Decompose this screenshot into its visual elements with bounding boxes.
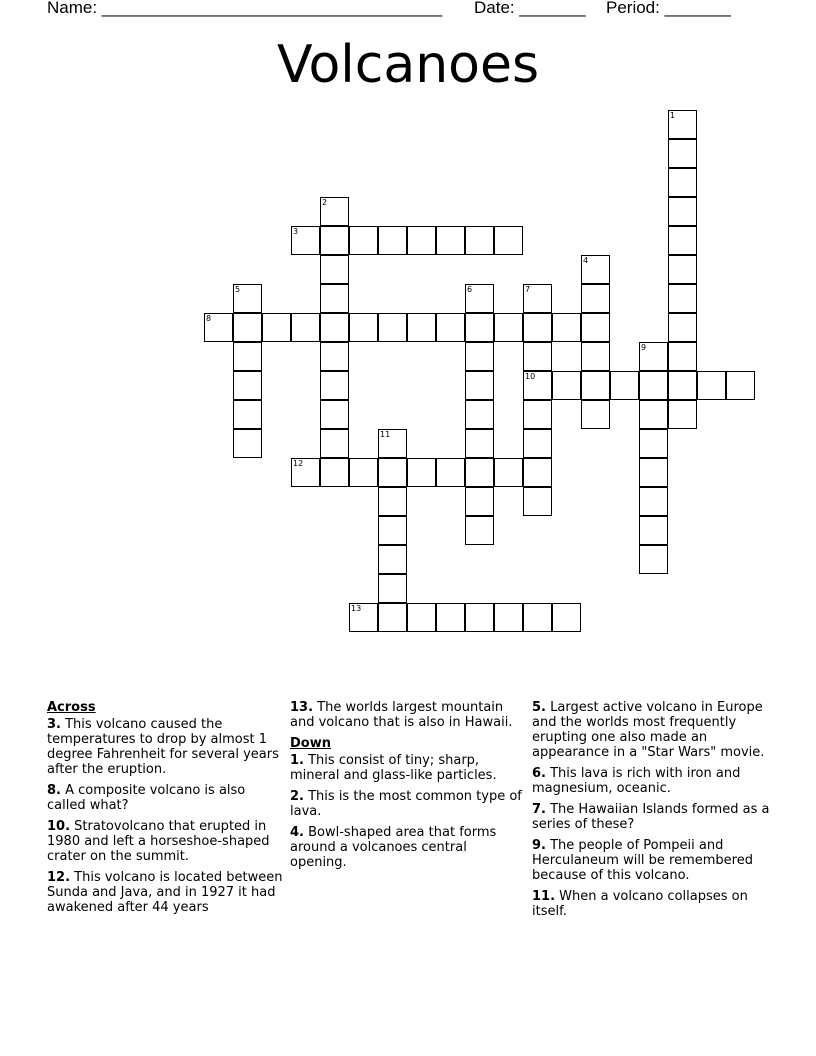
clues-column-3 <box>532 700 777 925</box>
clue-down-2: 2. This is the most common type of lava. <box>290 789 522 819</box>
grid-cell[interactable] <box>581 284 610 313</box>
grid-cell[interactable] <box>320 197 349 226</box>
grid-cell[interactable] <box>639 342 668 371</box>
grid-cell[interactable] <box>320 226 349 255</box>
grid-cell[interactable] <box>436 458 465 487</box>
grid-cell[interactable] <box>668 371 697 400</box>
grid-cell[interactable] <box>407 226 436 255</box>
grid-cell[interactable] <box>378 487 407 516</box>
name-field[interactable]: Name: ____________________________________ <box>47 0 443 17</box>
grid-cell[interactable] <box>320 429 349 458</box>
grid-cell[interactable] <box>523 603 552 632</box>
clue-down-4: 4. Bowl-shaped area that forms around a volcanoes central opening. <box>290 825 497 870</box>
grid-cell[interactable] <box>581 371 610 400</box>
clue-down-6: 6. This lava is rich with iron and magnesium, oceanic. <box>532 766 741 796</box>
clue-number: 2 <box>322 198 328 207</box>
grid-cell[interactable] <box>407 313 436 342</box>
grid-cell[interactable] <box>494 313 523 342</box>
date-field[interactable]: Date: _______ <box>474 0 586 17</box>
clue-down-1: 1. This consist of tiny; sharp, mineral and glass-like particles. <box>290 753 497 783</box>
grid-cell[interactable] <box>320 313 349 342</box>
grid-cell[interactable] <box>378 603 407 632</box>
grid-cell[interactable] <box>639 458 668 487</box>
grid-cell[interactable] <box>465 429 494 458</box>
grid-cell[interactable] <box>349 458 378 487</box>
clue-down-7: 7. The Hawaiian Islands formed as a series of these? <box>532 802 770 832</box>
grid-cell[interactable] <box>639 371 668 400</box>
grid-cell[interactable] <box>378 545 407 574</box>
grid-cell[interactable] <box>465 313 494 342</box>
grid-cell[interactable] <box>320 371 349 400</box>
clue-number: 5 <box>235 285 241 294</box>
clue-number: 13 <box>351 604 362 613</box>
grid-cell[interactable] <box>668 168 697 197</box>
grid-cell[interactable] <box>465 284 494 313</box>
period-field[interactable]: Period: _______ <box>606 0 731 17</box>
grid-cell[interactable] <box>552 313 581 342</box>
grid-cell[interactable] <box>639 516 668 545</box>
clue-number: 3 <box>293 227 299 236</box>
grid-cell[interactable] <box>233 342 262 371</box>
grid-cell[interactable] <box>639 487 668 516</box>
grid-cell[interactable] <box>233 313 262 342</box>
grid-cell[interactable] <box>639 429 668 458</box>
grid-cell[interactable] <box>668 255 697 284</box>
clue-down-11: 11. When a volcano collapses on itself. <box>532 889 748 919</box>
grid-cell[interactable] <box>552 603 581 632</box>
grid-cell[interactable] <box>523 313 552 342</box>
grid-cell[interactable] <box>378 516 407 545</box>
grid-cell[interactable] <box>465 342 494 371</box>
clue-number: 12 <box>293 459 304 468</box>
grid-cell[interactable] <box>668 197 697 226</box>
grid-cell[interactable] <box>639 400 668 429</box>
grid-cell[interactable] <box>494 458 523 487</box>
clues-column-1 <box>47 700 283 921</box>
grid-cell[interactable] <box>233 371 262 400</box>
clue-number: 4 <box>583 256 589 265</box>
across-heading: Across <box>47 700 96 715</box>
grid-cell[interactable] <box>523 487 552 516</box>
page-title: Volcanoes <box>276 35 540 95</box>
grid-cell[interactable] <box>465 371 494 400</box>
clue-number: 9 <box>641 343 647 352</box>
clue-number: 10 <box>525 372 536 381</box>
grid-cell[interactable] <box>523 342 552 371</box>
grid-cell[interactable] <box>581 342 610 371</box>
clue-across-3: 3. This volcano caused the temperatures to drop by almost 1 degree Fahrenheit for several years after the eruption. <box>47 717 279 777</box>
grid-cell[interactable] <box>378 458 407 487</box>
grid-cell[interactable] <box>668 110 697 139</box>
grid-cell[interactable] <box>610 371 639 400</box>
grid-cell[interactable] <box>291 458 320 487</box>
grid-cell[interactable] <box>523 371 552 400</box>
clue-down-5: 5. Largest active volcano in Europe and the worlds most frequently erupting one also made an appearance in a "Star Wars" movie. <box>532 700 765 760</box>
clue-across-10: 10. Stratovolcano that erupted in 1980 and left a horseshoe-shaped crater on the summit. <box>47 819 270 864</box>
grid-cell[interactable] <box>233 429 262 458</box>
grid-cell[interactable] <box>523 284 552 313</box>
grid-cell[interactable] <box>581 313 610 342</box>
clue-number: 11 <box>380 430 391 439</box>
grid-cell[interactable] <box>320 400 349 429</box>
grid-cell[interactable] <box>697 371 726 400</box>
grid-cell[interactable] <box>407 603 436 632</box>
grid-cell[interactable] <box>320 284 349 313</box>
down-heading: Down <box>290 736 331 751</box>
clue-across-8: 8. A composite volcano is also called what? <box>47 783 246 813</box>
grid-cell[interactable] <box>523 429 552 458</box>
grid-cell[interactable] <box>233 284 262 313</box>
grid-cell[interactable] <box>320 458 349 487</box>
grid-cell[interactable] <box>465 400 494 429</box>
grid-cell[interactable] <box>494 226 523 255</box>
grid-cell[interactable] <box>378 313 407 342</box>
grid-cell[interactable] <box>581 255 610 284</box>
grid-cell[interactable] <box>465 516 494 545</box>
grid-cell[interactable] <box>291 313 320 342</box>
grid-cell[interactable] <box>581 400 610 429</box>
clue-number: 1 <box>670 111 676 120</box>
grid-cell[interactable] <box>639 545 668 574</box>
grid-cell[interactable] <box>668 139 697 168</box>
grid-cell[interactable] <box>378 226 407 255</box>
grid-cell[interactable] <box>320 255 349 284</box>
grid-cell[interactable] <box>378 429 407 458</box>
grid-cell[interactable] <box>291 226 320 255</box>
grid-cell[interactable] <box>523 458 552 487</box>
clues-column-2 <box>290 700 526 876</box>
grid-cell[interactable] <box>436 603 465 632</box>
clue-down-9: 9. The people of Pompeii and Herculaneum will be remembered because of this volcano. <box>532 838 753 883</box>
grid-cell[interactable] <box>668 342 697 371</box>
grid-cell[interactable] <box>668 313 697 342</box>
grid-cell[interactable] <box>523 400 552 429</box>
grid-cell[interactable] <box>436 226 465 255</box>
grid-cell[interactable] <box>465 458 494 487</box>
grid-cell[interactable] <box>378 574 407 603</box>
grid-cell[interactable] <box>349 313 378 342</box>
clue-number: 7 <box>525 285 531 294</box>
clue-number: 8 <box>206 314 212 323</box>
grid-cell[interactable] <box>233 400 262 429</box>
grid-cell[interactable] <box>552 371 581 400</box>
grid-cell[interactable] <box>349 603 378 632</box>
grid-cell[interactable] <box>465 226 494 255</box>
clue-number: 6 <box>467 285 473 294</box>
grid-cell[interactable] <box>349 226 378 255</box>
grid-cell[interactable] <box>668 400 697 429</box>
grid-cell[interactable] <box>436 313 465 342</box>
grid-cell[interactable] <box>668 284 697 313</box>
clue-across-13: 13. The worlds largest mountain and volcano that is also in Hawaii. <box>290 700 513 730</box>
grid-cell[interactable] <box>320 342 349 371</box>
grid-cell[interactable] <box>465 603 494 632</box>
clue-across-12: 12. This volcano is located between Sunda and Java, and in 1927 it had awakened after 44 years <box>47 870 283 915</box>
grid-cell[interactable] <box>494 603 523 632</box>
grid-cell[interactable] <box>407 458 436 487</box>
grid-cell[interactable] <box>465 487 494 516</box>
grid-cell[interactable] <box>262 313 291 342</box>
grid-cell[interactable] <box>726 371 755 400</box>
grid-cell[interactable] <box>668 226 697 255</box>
grid-cell[interactable] <box>204 313 233 342</box>
